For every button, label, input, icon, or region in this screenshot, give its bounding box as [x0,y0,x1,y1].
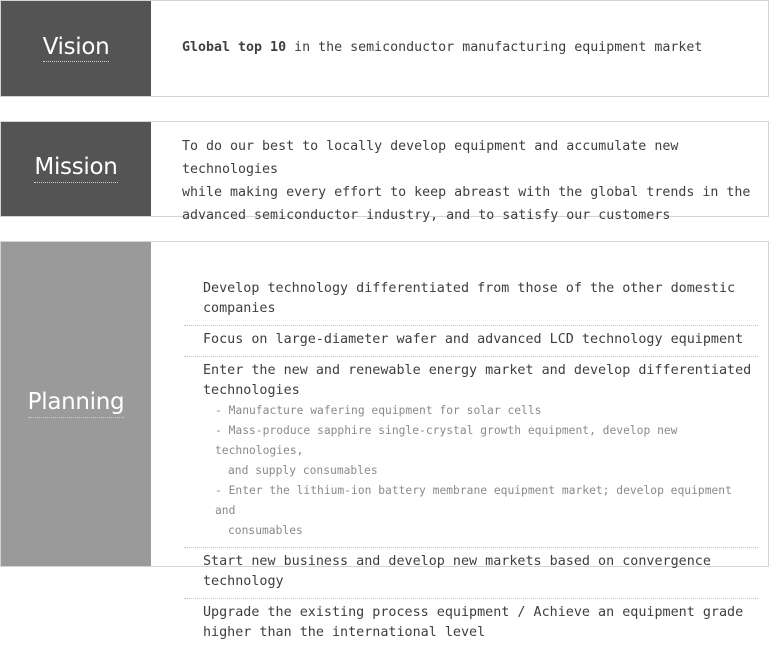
sub-item-text: - Enter the lithium-ion battery membrane equipment market; develop equipment and [215,484,732,517]
sub-item [203,481,758,541]
vision-emphasis: Global top 10 [182,40,287,55]
mission-content [151,122,768,223]
mission-line: while making every effort to keep abreast with the global trends in the [182,185,751,200]
vision-label-panel [1,1,151,96]
vision-title: Vision [43,35,110,62]
sub-item-continuation: and supply consumables [228,464,378,477]
plan-item-text: Develop technology differentiated from those of the other domestic companies [203,281,736,316]
mission-line: advanced semiconductor industry, and to satisfy our customers [182,208,671,223]
planning-title: Planning [28,390,125,417]
mission-label-panel [1,122,151,216]
list-item [184,275,758,326]
vision-section [0,0,769,97]
vision-content [151,1,768,96]
vision-statement [182,40,702,55]
plan-item-text: Enter the new and renewable energy market and develop differentiated technologies [203,363,752,398]
sub-item-continuation: consumables [228,524,303,537]
sub-item [203,421,758,481]
mission-section [0,121,769,223]
planning-section [0,241,769,640]
mission-title: Mission [34,155,117,182]
plan-item-text: Focus on large-diameter wafer and advanced LCD technology equipment [203,332,744,347]
planning-list [184,275,758,649]
sub-item-text: - Mass-produce sapphire single-crystal growth equipment, develop new technologies, [215,424,678,457]
list-item [184,599,758,649]
planning-label-panel [1,242,151,566]
mission-line: To do our best to locally develop equipment and accumulate new technologies [182,139,679,177]
sub-item [203,401,758,421]
list-item [184,326,758,357]
plan-item-text: Start new business and develop new markets based on convergence technology [203,554,711,589]
list-item [184,357,758,548]
vision-text: in the semiconductor manufacturing equipment market [286,40,703,55]
list-item [184,548,758,599]
planning-content [151,242,768,640]
mission-statement [182,135,762,227]
sub-item-text: - Manufacture wafering equipment for solar cells [215,404,542,417]
plan-item-text: Upgrade the existing process equipment / Achieve an equipment grade higher than the international level [203,605,744,640]
